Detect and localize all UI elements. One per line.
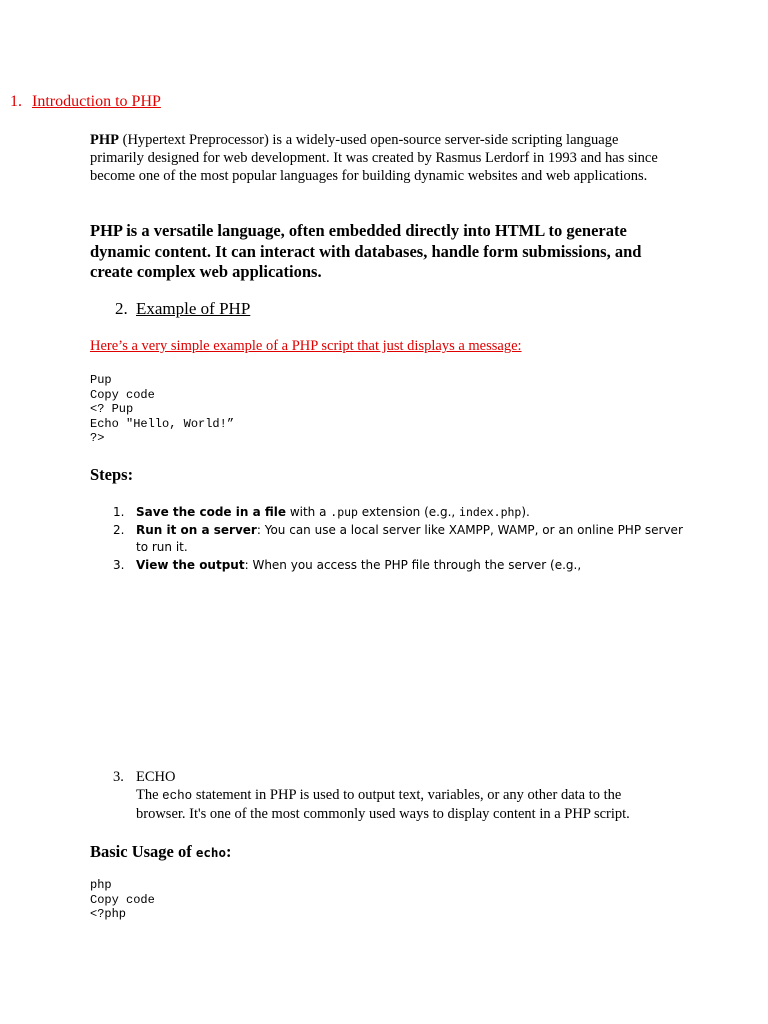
section-title: ECHO — [136, 769, 176, 785]
echo-paragraph — [113, 786, 673, 823]
list-item — [113, 522, 683, 557]
steps-heading: Steps: — [90, 465, 134, 484]
section-title: Example of PHP — [136, 299, 251, 318]
inline-code: .pup — [330, 505, 358, 519]
section-number: 1. — [10, 93, 22, 110]
heading-text: Basic Usage of — [90, 842, 196, 861]
code-block-example: Pup Copy code <? Pup Echo "Hello, World!” ?> — [90, 373, 235, 445]
step-bold: Save the code in a file — [136, 505, 286, 519]
step-text: extension (e.g., — [357, 505, 460, 519]
intro-text: (Hypertext Preprocessor) is a widely-used open-source server-side scripting language primarily designed for web development. It was created by Rasmus Lerdorf in 1993 and has since become one of the most popular languages for building dynamic websites and web applications. — [90, 132, 658, 184]
step-text: with a — [286, 505, 331, 519]
echo-text: The — [136, 787, 163, 803]
section-heading-example — [115, 299, 250, 319]
intro-lead: PHP — [90, 132, 119, 148]
list-item — [113, 557, 683, 575]
section-number: 2. — [115, 299, 128, 318]
bold-paragraph: PHP is a versatile language, often embedded directly into HTML to generate dynamic content. It can interact with databases, handle form submissions, and create complex web applications. — [90, 221, 642, 281]
intro-paragraph — [90, 131, 660, 185]
step-number: 1. — [113, 505, 125, 519]
step-number: 3. — [113, 557, 125, 572]
step-number: 2. — [113, 522, 125, 537]
example-intro-text: Here’s a very simple example of a PHP script that just displays a message: — [90, 338, 522, 354]
step-text: : You can use a local server like XAMPP, WAMP, or an online PHP server to run it. — [136, 522, 683, 554]
section-echo — [113, 768, 673, 823]
heading-colon: : — [225, 842, 232, 861]
steps-list — [113, 504, 683, 574]
step-text: ). — [521, 505, 530, 519]
section-number: 3. — [113, 769, 124, 785]
step-text: : When you access the PHP file through the server (e.g., — [244, 557, 582, 572]
inline-code: echo — [162, 789, 193, 803]
step-bold: View the output — [136, 557, 245, 572]
list-item — [113, 504, 683, 522]
code-block-basic-usage: php Copy code <?php — [90, 878, 155, 921]
section-title: Introduction to PHP — [32, 93, 161, 110]
section-heading-introduction — [10, 93, 161, 111]
step-bold: Run it on a server — [136, 522, 257, 537]
echo-text: statement in PHP is used to output text, variables, or any other data to the browser. It's one of the most commonly used ways to display content in a PHP script. — [136, 787, 630, 822]
basic-usage-heading — [90, 842, 231, 862]
inline-code: index.php — [459, 505, 522, 519]
inline-code: echo — [195, 845, 226, 860]
